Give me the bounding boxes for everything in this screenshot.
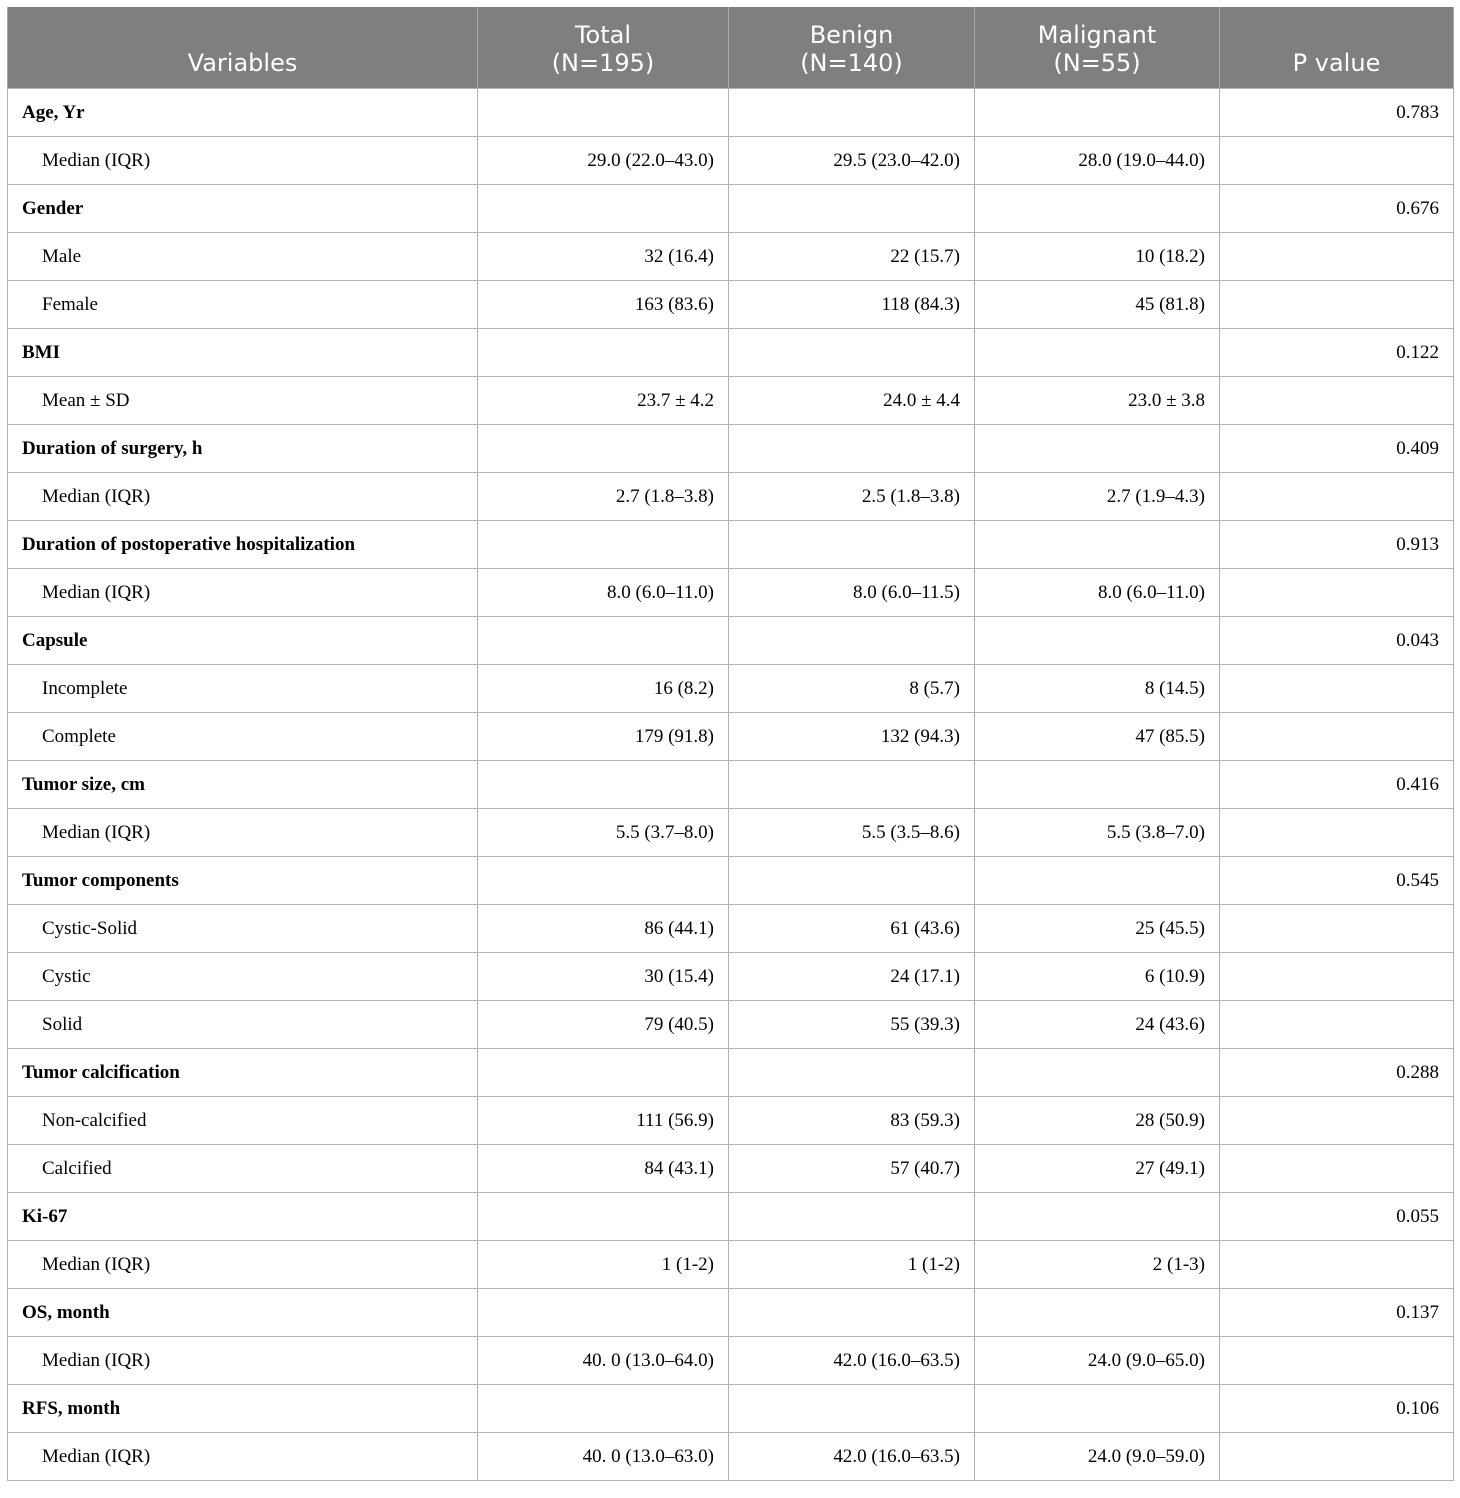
cell-p-value: 0.783 [1220, 89, 1454, 137]
table-group-row [8, 761, 1454, 809]
header-malignant: Malignant (N=55) [975, 7, 1220, 89]
cell-benign: 1 (1-2) [729, 1241, 975, 1289]
cell-total: 84 (43.1) [478, 1145, 729, 1193]
cell-malignant [975, 329, 1220, 377]
table-group-row [8, 857, 1454, 905]
cell-benign: 61 (43.6) [729, 905, 975, 953]
cell-p-value [1220, 1337, 1454, 1385]
cell-total: 5.5 (3.7–8.0) [478, 809, 729, 857]
cell-benign [729, 857, 975, 905]
cell-malignant: 28.0 (19.0–44.0) [975, 137, 1220, 185]
cell-malignant: 2 (1-3) [975, 1241, 1220, 1289]
cell-malignant: 2.7 (1.9–4.3) [975, 473, 1220, 521]
cell-malignant: 27 (49.1) [975, 1145, 1220, 1193]
cell-variable: Gender [8, 185, 478, 233]
cell-total [478, 1385, 729, 1433]
cell-p-value: 0.055 [1220, 1193, 1454, 1241]
table-row [8, 1145, 1454, 1193]
table-group-row [8, 1193, 1454, 1241]
cell-variable: Cystic-Solid [8, 905, 478, 953]
table-group-row [8, 617, 1454, 665]
table-group-row [8, 329, 1454, 377]
cell-benign: 29.5 (23.0–42.0) [729, 137, 975, 185]
cell-malignant [975, 521, 1220, 569]
cell-benign [729, 1193, 975, 1241]
cell-malignant: 6 (10.9) [975, 953, 1220, 1001]
cell-benign: 42.0 (16.0–63.5) [729, 1337, 975, 1385]
cell-malignant: 47 (85.5) [975, 713, 1220, 761]
cell-benign: 57 (40.7) [729, 1145, 975, 1193]
cell-variable: Median (IQR) [8, 569, 478, 617]
cell-benign: 8 (5.7) [729, 665, 975, 713]
cell-benign: 55 (39.3) [729, 1001, 975, 1049]
cell-p-value: 0.416 [1220, 761, 1454, 809]
cell-p-value [1220, 281, 1454, 329]
cell-variable: Incomplete [8, 665, 478, 713]
cell-p-value [1220, 233, 1454, 281]
header-benign: Benign (N=140) [729, 7, 975, 89]
cell-total: 16 (8.2) [478, 665, 729, 713]
table-group-row [8, 1385, 1454, 1433]
cell-benign [729, 521, 975, 569]
table-group-row [8, 1049, 1454, 1097]
table-row [8, 137, 1454, 185]
cell-benign [729, 89, 975, 137]
cell-variable: Duration of postoperative hospitalization [8, 521, 478, 569]
table-row [8, 377, 1454, 425]
cell-p-value: 0.409 [1220, 425, 1454, 473]
cell-variable: OS, month [8, 1289, 478, 1337]
cell-benign: 24 (17.1) [729, 953, 975, 1001]
cell-benign [729, 617, 975, 665]
table-row [8, 1337, 1454, 1385]
cell-malignant: 28 (50.9) [975, 1097, 1220, 1145]
cell-variable: Median (IQR) [8, 1241, 478, 1289]
cell-benign: 2.5 (1.8–3.8) [729, 473, 975, 521]
cell-variable: Complete [8, 713, 478, 761]
cell-total [478, 761, 729, 809]
cell-total [478, 89, 729, 137]
table-row [8, 809, 1454, 857]
cell-variable: Median (IQR) [8, 1337, 478, 1385]
cell-total: 2.7 (1.8–3.8) [478, 473, 729, 521]
table-group-row [8, 89, 1454, 137]
cell-p-value: 0.913 [1220, 521, 1454, 569]
cell-malignant: 45 (81.8) [975, 281, 1220, 329]
cell-benign: 8.0 (6.0–11.5) [729, 569, 975, 617]
cell-p-value [1220, 377, 1454, 425]
cell-p-value: 0.288 [1220, 1049, 1454, 1097]
cell-benign: 24.0 ± 4.4 [729, 377, 975, 425]
table-row [8, 569, 1454, 617]
cell-total: 40. 0 (13.0–64.0) [478, 1337, 729, 1385]
cell-variable: Ki-67 [8, 1193, 478, 1241]
cell-variable: Non-calcified [8, 1097, 478, 1145]
cell-malignant [975, 1385, 1220, 1433]
cell-p-value [1220, 809, 1454, 857]
cell-p-value [1220, 905, 1454, 953]
cell-benign: 42.0 (16.0–63.5) [729, 1433, 975, 1481]
cell-total: 163 (83.6) [478, 281, 729, 329]
cell-total: 32 (16.4) [478, 233, 729, 281]
table-row [8, 665, 1454, 713]
table-row [8, 953, 1454, 1001]
cell-total [478, 521, 729, 569]
cell-malignant [975, 1049, 1220, 1097]
cell-benign [729, 1049, 975, 1097]
cell-variable: BMI [8, 329, 478, 377]
table-row [8, 473, 1454, 521]
header-p-value: P value [1220, 7, 1454, 89]
cell-total [478, 1289, 729, 1337]
cell-benign: 83 (59.3) [729, 1097, 975, 1145]
cell-p-value [1220, 137, 1454, 185]
cell-malignant: 25 (45.5) [975, 905, 1220, 953]
table-body [8, 89, 1454, 1481]
cell-malignant [975, 1289, 1220, 1337]
table-row [8, 1433, 1454, 1481]
cell-variable: Cystic [8, 953, 478, 1001]
cell-benign [729, 425, 975, 473]
cell-benign [729, 1385, 975, 1433]
cell-malignant: 10 (18.2) [975, 233, 1220, 281]
cell-malignant [975, 185, 1220, 233]
cell-total [478, 185, 729, 233]
cell-total: 179 (91.8) [478, 713, 729, 761]
cell-variable: Median (IQR) [8, 137, 478, 185]
cell-malignant [975, 425, 1220, 473]
cell-benign: 118 (84.3) [729, 281, 975, 329]
cell-malignant: 5.5 (3.8–7.0) [975, 809, 1220, 857]
cell-p-value: 0.676 [1220, 185, 1454, 233]
cell-total [478, 425, 729, 473]
cell-p-value: 0.137 [1220, 1289, 1454, 1337]
cell-total: 86 (44.1) [478, 905, 729, 953]
table-group-row [8, 425, 1454, 473]
cell-p-value [1220, 1241, 1454, 1289]
cell-p-value: 0.122 [1220, 329, 1454, 377]
cell-total: 79 (40.5) [478, 1001, 729, 1049]
cell-malignant [975, 89, 1220, 137]
cell-total: 40. 0 (13.0–63.0) [478, 1433, 729, 1481]
table-row [8, 1001, 1454, 1049]
cell-benign [729, 1289, 975, 1337]
cell-benign [729, 329, 975, 377]
cell-p-value [1220, 953, 1454, 1001]
cell-variable: Capsule [8, 617, 478, 665]
cell-malignant: 8.0 (6.0–11.0) [975, 569, 1220, 617]
cell-variable: Median (IQR) [8, 1433, 478, 1481]
cell-malignant [975, 761, 1220, 809]
cell-p-value [1220, 713, 1454, 761]
cell-p-value [1220, 1001, 1454, 1049]
header-row [8, 7, 1454, 89]
cell-malignant: 24 (43.6) [975, 1001, 1220, 1049]
cell-variable: Tumor size, cm [8, 761, 478, 809]
cell-total [478, 1193, 729, 1241]
cell-p-value [1220, 473, 1454, 521]
cell-p-value: 0.106 [1220, 1385, 1454, 1433]
table-group-row [8, 185, 1454, 233]
cell-total [478, 617, 729, 665]
table-row [8, 233, 1454, 281]
cell-variable: Age, Yr [8, 89, 478, 137]
cell-malignant [975, 857, 1220, 905]
cell-total [478, 857, 729, 905]
cell-benign: 132 (94.3) [729, 713, 975, 761]
cell-variable: Male [8, 233, 478, 281]
cell-malignant [975, 1193, 1220, 1241]
cell-p-value [1220, 665, 1454, 713]
cell-total [478, 1049, 729, 1097]
cell-total: 8.0 (6.0–11.0) [478, 569, 729, 617]
table-row [8, 1097, 1454, 1145]
table-row [8, 713, 1454, 761]
cell-malignant: 24.0 (9.0–65.0) [975, 1337, 1220, 1385]
cell-variable: Mean ± SD [8, 377, 478, 425]
cell-total: 30 (15.4) [478, 953, 729, 1001]
cell-variable: Female [8, 281, 478, 329]
cell-p-value [1220, 1433, 1454, 1481]
cell-benign: 22 (15.7) [729, 233, 975, 281]
cell-malignant: 24.0 (9.0–59.0) [975, 1433, 1220, 1481]
cell-benign [729, 185, 975, 233]
cell-variable: Median (IQR) [8, 809, 478, 857]
cell-variable: Calcified [8, 1145, 478, 1193]
header-total: Total (N=195) [478, 7, 729, 89]
cell-p-value [1220, 1145, 1454, 1193]
cell-malignant: 23.0 ± 3.8 [975, 377, 1220, 425]
cell-total: 1 (1-2) [478, 1241, 729, 1289]
table-row [8, 281, 1454, 329]
header-variables: Variables [8, 7, 478, 89]
table-group-row [8, 521, 1454, 569]
cell-variable: Tumor components [8, 857, 478, 905]
table-row [8, 1241, 1454, 1289]
characteristics-table [7, 7, 1454, 1481]
cell-total: 111 (56.9) [478, 1097, 729, 1145]
table-row [8, 905, 1454, 953]
cell-malignant: 8 (14.5) [975, 665, 1220, 713]
cell-benign [729, 761, 975, 809]
cell-malignant [975, 617, 1220, 665]
cell-total: 29.0 (22.0–43.0) [478, 137, 729, 185]
cell-p-value [1220, 569, 1454, 617]
table-group-row [8, 1289, 1454, 1337]
cell-p-value: 0.043 [1220, 617, 1454, 665]
cell-total [478, 329, 729, 377]
cell-variable: Duration of surgery, h [8, 425, 478, 473]
cell-p-value: 0.545 [1220, 857, 1454, 905]
cell-total: 23.7 ± 4.2 [478, 377, 729, 425]
cell-benign: 5.5 (3.5–8.6) [729, 809, 975, 857]
cell-variable: Solid [8, 1001, 478, 1049]
cell-variable: RFS, month [8, 1385, 478, 1433]
cell-variable: Tumor calcification [8, 1049, 478, 1097]
cell-variable: Median (IQR) [8, 473, 478, 521]
cell-p-value [1220, 1097, 1454, 1145]
